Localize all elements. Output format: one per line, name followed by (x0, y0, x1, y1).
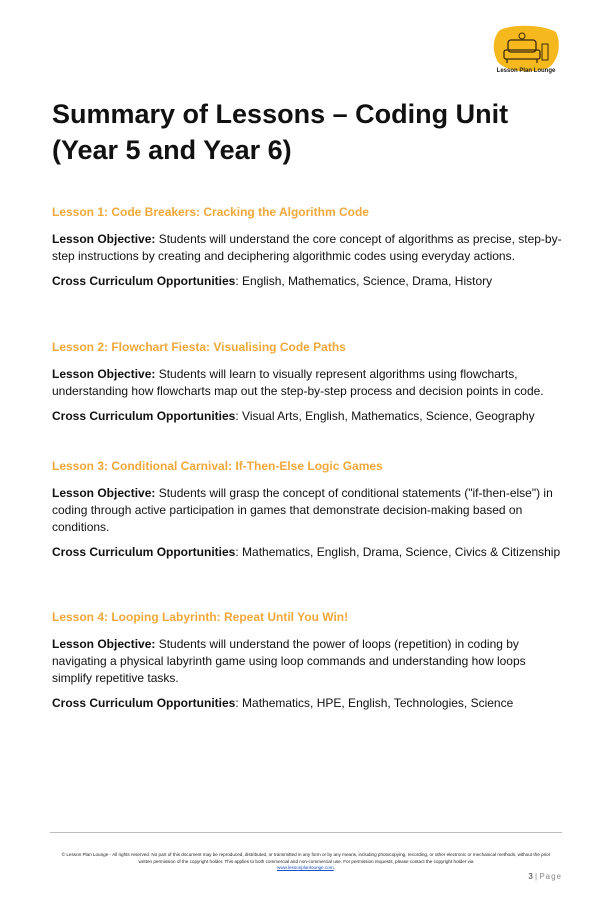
objective-text: Students will grasp the concept of conditional statements ("if-then-else") in coding through active participation in games that demonstrate decision-making based on conditions. (52, 486, 553, 534)
objective-label: Lesson Objective: (52, 637, 156, 651)
cross-text: : Mathematics, HPE, English, Technologies, Science (235, 696, 514, 710)
website-link[interactable]: www.lessonplanlounge.com (277, 865, 334, 870)
page-label: Page (539, 872, 562, 881)
link-suffix: . (333, 865, 335, 870)
page-number (500, 872, 562, 881)
cross-label: Cross Curriculum Opportunities (52, 545, 236, 559)
lesson-heading: Lesson 2: Flowchart Fiesta: Visualising Code Paths (52, 340, 346, 354)
cross-text: : English, Mathematics, Science, Drama, History (235, 274, 493, 288)
lesson-heading: Lesson 1: Code Breakers: Cracking the Algorithm Code (52, 205, 369, 219)
lesson-section (52, 340, 562, 433)
page-number-value: 3 (528, 872, 533, 881)
lesson-heading: Lesson 3: Conditional Carnival: If-Then-Else Logic Games (52, 459, 383, 473)
objective-label: Lesson Objective: (52, 486, 156, 500)
objective-text: Students will learn to visually represent algorithms using flowcharts, understanding how flowcharts map out the step-by-step process and decision points in code. (52, 367, 544, 398)
objective-label: Lesson Objective: (52, 232, 156, 246)
lesson-objective (52, 366, 562, 400)
copyright-text: © Lesson Plan Lounge - All rights reserved. No part of this document may be reproduced, distributed, or transmitted in any form or by any means, including photocopying, recording, or other electronic or mechanical methods, without the prior written permission of the copyright holder. This applies to both commercial and non-commercial use. For permission requests, please contact the copyright holder via (61, 852, 551, 864)
cross-curriculum (52, 273, 562, 290)
lesson-section (52, 610, 562, 720)
footer-copyright (56, 852, 556, 872)
cross-label: Cross Curriculum Opportunities (52, 409, 236, 423)
cross-text: : Mathematics, English, Drama, Science, Civics & Citizenship (235, 545, 561, 559)
cross-curriculum (52, 544, 562, 561)
cross-text: : Visual Arts, English, Mathematics, Science, Geography (235, 409, 535, 423)
cross-label: Cross Curriculum Opportunities (52, 274, 236, 288)
lesson-heading: Lesson 4: Looping Labyrinth: Repeat Until You Win! (52, 610, 349, 624)
lesson-objective (52, 231, 562, 265)
page-title: Summary of Lessons – Coding Unit (Year 5 and Year 6) (52, 99, 509, 165)
logo-text: Lesson Plan Lounge (496, 68, 556, 74)
footer-divider (50, 832, 562, 833)
lesson-section (52, 459, 562, 569)
objective-label: Lesson Objective: (52, 367, 156, 381)
cross-curriculum (52, 695, 562, 712)
lesson-section (52, 205, 562, 298)
objective-text: Students will understand the core concept of algorithms as precise, step-by-step instructions by creating and deciphering algorithmic codes using everyday actions. (52, 232, 562, 263)
lesson-objective (52, 636, 562, 687)
objective-text: Students will understand the power of loops (repetition) in coding by navigating a physical labyrinth game using loop commands and understanding how loops simplify repetitive tasks. (52, 637, 526, 685)
cross-label: Cross Curriculum Opportunities (52, 696, 236, 710)
lesson-objective (52, 485, 562, 536)
page-separator: | (535, 872, 538, 881)
cross-curriculum (52, 408, 562, 425)
